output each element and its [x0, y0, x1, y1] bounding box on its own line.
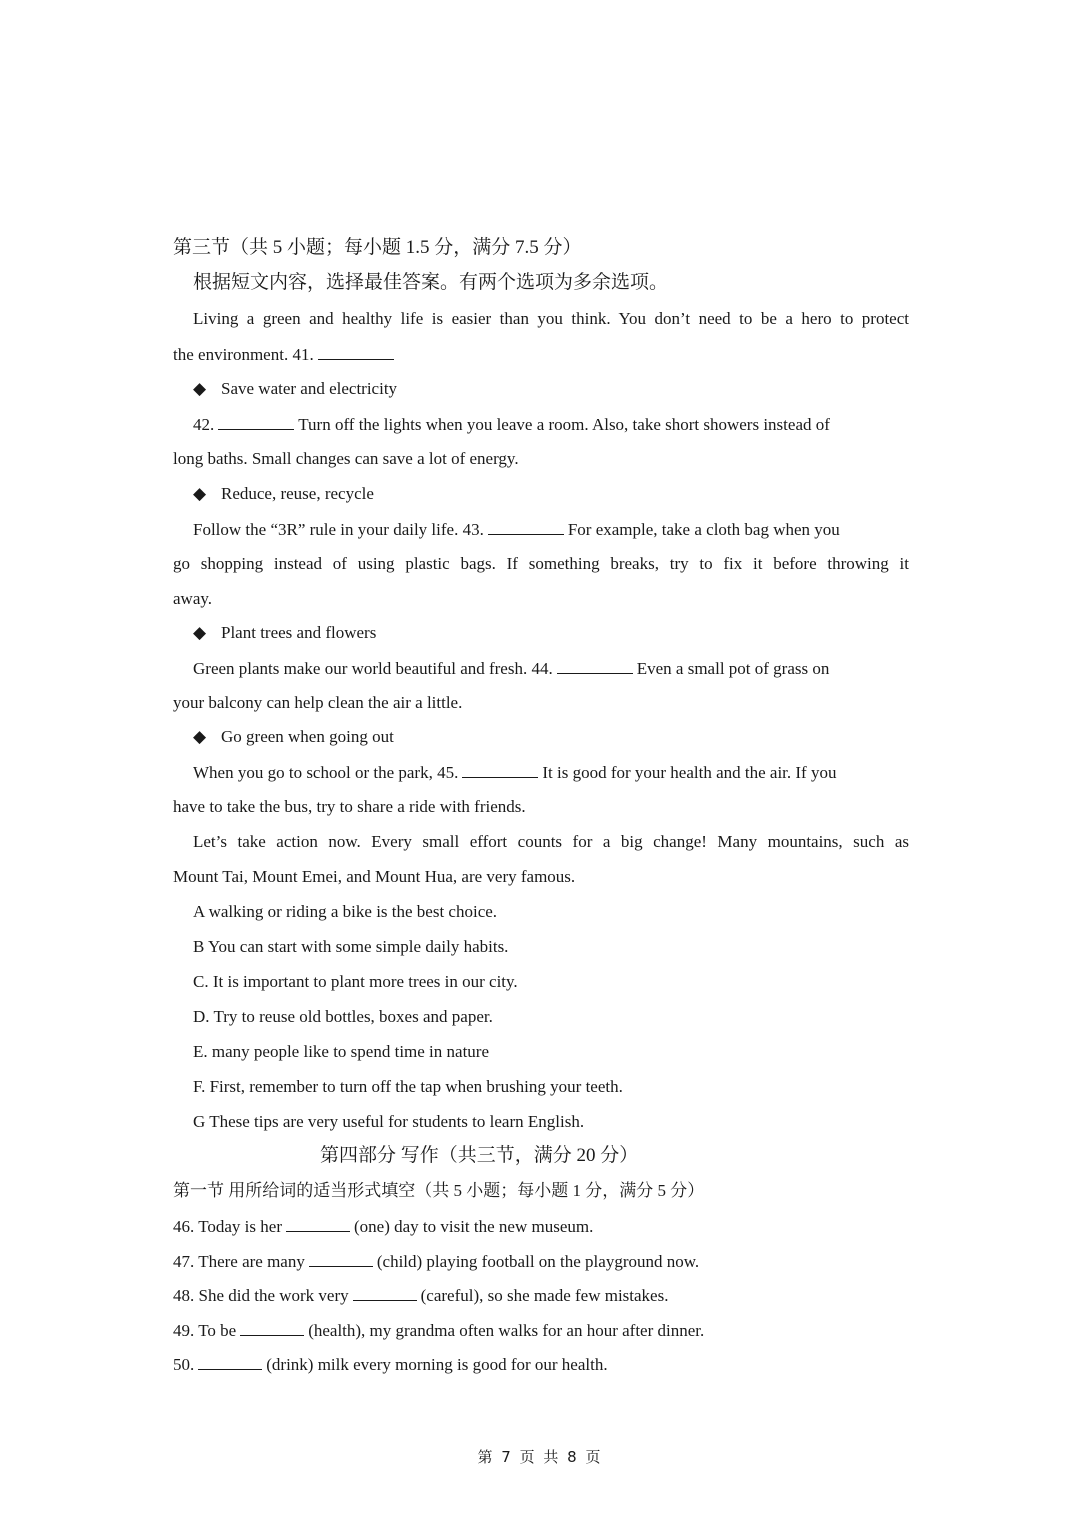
passage-text: For example, take a cloth bag when you	[567, 520, 840, 539]
passage-text: Follow the “3R” rule in your daily life. 43.	[193, 520, 484, 539]
question-text: (drink) milk every morning is good for our health.	[266, 1355, 608, 1374]
question-text: 48. She did the work very	[173, 1286, 349, 1305]
passage-text: Turn off the lights when you leave a room. Also, take short showers instead of	[298, 415, 830, 434]
option-a: A walking or riding a bike is the best choice.	[193, 902, 498, 921]
question-text: 46. Today is her	[173, 1217, 282, 1236]
bullet-heading	[193, 726, 909, 748]
passage-text: 42.	[193, 415, 215, 434]
answer-blank-43[interactable]	[488, 518, 564, 535]
passage-line: have to take the bus, try to share a ride with friends.	[173, 797, 526, 816]
answer-blank-49[interactable]	[240, 1319, 304, 1336]
option-g: G These tips are very useful for students to learn English.	[193, 1112, 585, 1131]
answer-blank-50[interactable]	[198, 1353, 262, 1370]
page-number: 第 7 页 共 8 页	[477, 1448, 603, 1466]
answer-blank-46[interactable]	[286, 1215, 350, 1232]
passage-line: Let’s take action now. Every small effort counts for a big change! Many mountains, such as	[193, 832, 909, 851]
answer-blank-42[interactable]	[218, 413, 294, 430]
bullet-heading	[193, 378, 909, 400]
option-d: D. Try to reuse old bottles, boxes and paper.	[193, 1007, 493, 1026]
passage-line	[173, 343, 909, 366]
passage-line: your balcony can help clean the air a little.	[173, 693, 463, 712]
section3-instruction: 根据短文内容，选择最佳答案。有两个选项为多余选项。	[193, 272, 669, 293]
passage-line	[193, 518, 909, 541]
question-text: 49. To be	[173, 1321, 237, 1340]
passage-text: It is good for your health and the air. If you	[542, 763, 837, 782]
bullet-text: Go green when going out	[221, 727, 394, 746]
diamond-bullet-icon: ◆	[193, 727, 207, 746]
diamond-bullet-icon: ◆	[193, 484, 207, 503]
option-b: B You can start with some simple daily habits.	[193, 937, 509, 956]
question-47	[173, 1250, 909, 1273]
question-50	[173, 1353, 909, 1376]
passage-text: When you go to school or the park, 45.	[193, 763, 459, 782]
answer-blank-48[interactable]	[353, 1284, 417, 1301]
question-text: 47. There are many	[173, 1252, 305, 1271]
answer-blank-45[interactable]	[462, 761, 538, 778]
question-48	[173, 1284, 909, 1307]
passage-text: Even a small pot of grass on	[636, 659, 830, 678]
section3-heading: 第三节（共 5 小题；每小题 1.5 分，满分 7.5 分）	[173, 237, 582, 258]
part4-subheading: 第一节 用所给词的适当形式填空（共 5 小题；每小题 1 分，满分 5 分）	[173, 1181, 705, 1200]
question-text: (one) day to visit the new museum.	[353, 1217, 594, 1236]
passage-line: Mount Tai, Mount Emei, and Mount Hua, are very famous.	[173, 867, 576, 886]
option-f: F. First, remember to turn off the tap when brushing your teeth.	[193, 1077, 623, 1096]
passage-line	[193, 657, 909, 680]
bullet-text: Save water and electricity	[221, 379, 398, 398]
passage-text: Green plants make our world beautiful and fresh. 44.	[193, 659, 553, 678]
bullet-heading	[193, 622, 909, 644]
bullet-heading	[193, 483, 909, 505]
bullet-text: Plant trees and flowers	[221, 623, 377, 642]
diamond-bullet-icon: ◆	[193, 623, 207, 642]
answer-blank-44[interactable]	[557, 657, 633, 674]
answer-blank-47[interactable]	[309, 1250, 373, 1267]
passage-line	[193, 413, 909, 436]
question-49	[173, 1319, 909, 1342]
question-text: (health), my grandma often walks for an hour after dinner.	[308, 1321, 705, 1340]
passage-line: Living a green and healthy life is easier than you think. You don’t need to be a hero to protect	[193, 309, 909, 328]
passage-line: go shopping instead of using plastic bags. If something breaks, try to fix it before throwing it	[173, 554, 909, 573]
option-c: C. It is important to plant more trees in our city.	[193, 972, 518, 991]
question-text: 50.	[173, 1355, 195, 1374]
passage-line: away.	[173, 589, 213, 608]
passage-text: the environment. 41.	[173, 345, 314, 364]
question-46	[173, 1215, 909, 1238]
bullet-text: Reduce, reuse, recycle	[221, 484, 374, 503]
question-text: (careful), so she made few mistakes.	[420, 1286, 669, 1305]
answer-blank-41[interactable]	[318, 343, 394, 360]
passage-line	[193, 761, 909, 784]
passage-line: long baths. Small changes can save a lot of energy.	[173, 449, 519, 468]
option-e: E. many people like to spend time in nature	[193, 1042, 490, 1061]
part4-heading: 第四部分 写作（共三节，满分 20 分）	[320, 1145, 639, 1166]
question-text: (child) playing football on the playground now.	[376, 1252, 700, 1271]
diamond-bullet-icon: ◆	[193, 379, 207, 398]
